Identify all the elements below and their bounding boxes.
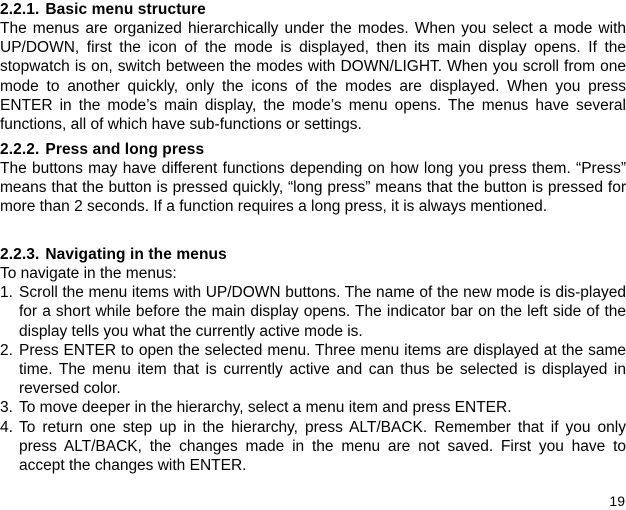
- section-press-and-long-press: [0, 140, 626, 217]
- list-item-text: To return one step up in the hierarchy, press ALT/BACK. Remember that if you only press ALT/BACK, the changes made in the menu are not saved. First you have to accept the changes with ENTER.: [19, 418, 626, 475]
- list-item: [0, 283, 626, 341]
- section-number: 2.2.3.: [0, 246, 40, 263]
- section-paragraph: The buttons may have different functions depending on how long you press them. “Press” means that the button is pressed quickly, “long press” means that the button is pressed for more than 2 seconds. If a function requires a long press, it is always mentioned.: [0, 160, 626, 216]
- section-heading: [0, 0, 626, 19]
- section-basic-menu-structure: [0, 0, 626, 134]
- section-number: 2.2.1.: [0, 1, 40, 18]
- list-item: [0, 398, 626, 417]
- list-item-number: 4.: [0, 418, 13, 436]
- section-title: Navigating in the menus: [45, 246, 227, 263]
- page-number: 19: [609, 493, 625, 509]
- navigation-steps-list: [0, 283, 626, 475]
- list-item: [0, 341, 626, 399]
- section-number: 2.2.2.: [0, 141, 40, 158]
- section-heading: [0, 140, 626, 159]
- list-item-text: To move deeper in the hierarchy, select a menu item and press ENTER.: [19, 399, 512, 417]
- section-paragraph: The menus are organized hierarchically under the modes. When you select a mode with UP/DOWN, first the icon of the mode is displayed, then its main display opens. If the stopwatch is on, switch between the modes with DOWN/LIGHT. When you scroll from one mode to another quickly, only the icons of the modes are displayed. When you press ENTER in the mode’s main display, the mode’s menu opens. The menus have several functions, all of which have sub-functions or settings.: [0, 20, 626, 134]
- section-intro: To navigate in the menus:: [0, 265, 177, 282]
- list-item-text: Press ENTER to open the selected menu. Three menu items are displayed at the same time. The menu item that is currently active and can thus be selected is displayed in reversed color.: [19, 341, 626, 398]
- list-item-number: 2.: [0, 341, 13, 359]
- section-navigating-in-the-menus: [0, 245, 626, 475]
- list-item-text: Scroll the menu items with UP/DOWN buttons. The name of the new mode is dis-played for a short while before the main display opens. The indicator bar on the left side of the display tells you what the currently active mode is.: [19, 284, 626, 340]
- list-item: [0, 418, 626, 476]
- section-title: Press and long press: [45, 141, 205, 158]
- section-heading: [0, 245, 626, 264]
- list-item-number: 3.: [0, 399, 13, 417]
- section-title: Basic menu structure: [45, 1, 206, 18]
- list-item-number: 1.: [0, 284, 13, 302]
